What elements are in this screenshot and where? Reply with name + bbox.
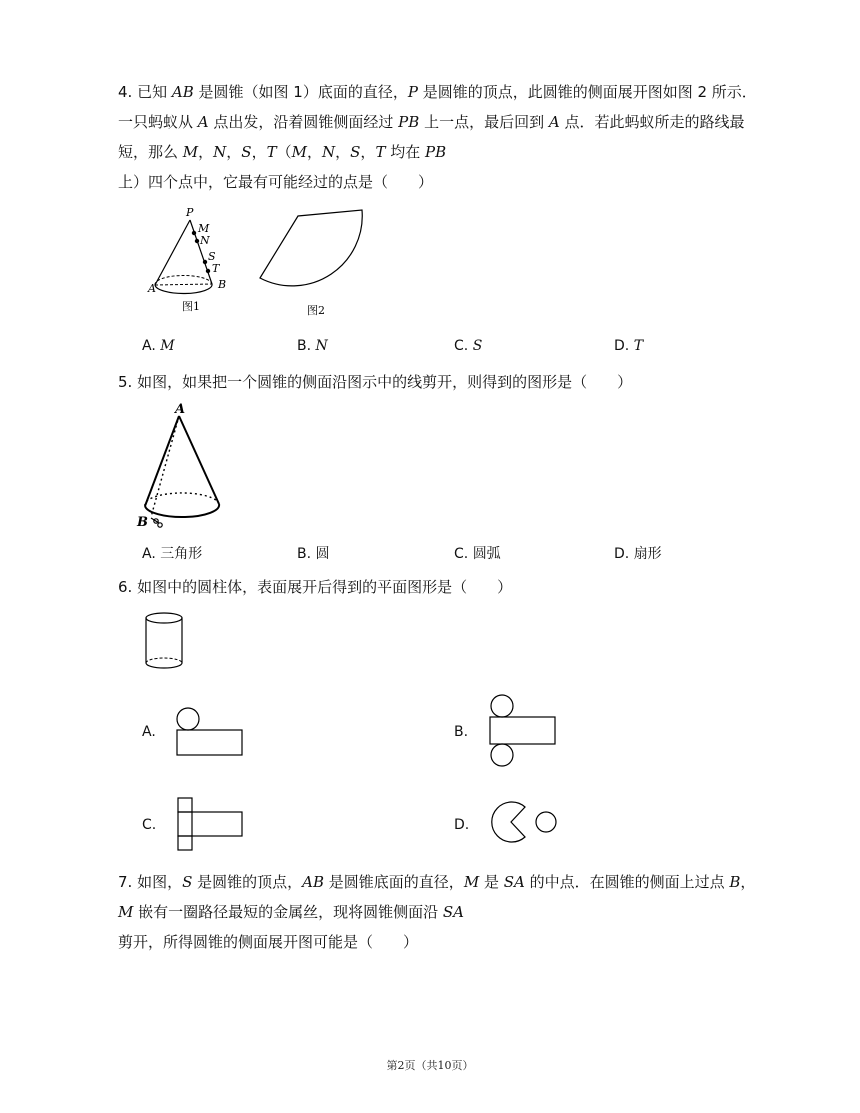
option-c[interactable]: C. S (454, 338, 483, 354)
cylinder-figure (143, 612, 185, 670)
question-5-options (142, 543, 762, 567)
option-b-label[interactable]: B. (454, 724, 469, 740)
figure-2-caption: 图2 (307, 304, 325, 317)
question-number: 5. (118, 373, 133, 391)
scissors-icon (151, 518, 162, 527)
option-a[interactable]: A. M (142, 338, 175, 354)
cone-figure-1 (140, 200, 250, 320)
option-a-net[interactable] (170, 705, 250, 760)
label-B: B (137, 515, 148, 530)
question-number: 7. (118, 873, 133, 891)
option-c-label[interactable]: C. (142, 817, 157, 833)
label-A: A (148, 282, 156, 295)
cone-cut-figure (135, 400, 235, 535)
option-a[interactable]: A. 三角形 (142, 546, 203, 562)
sector-figure-2 (255, 210, 375, 320)
option-b-net[interactable] (485, 692, 565, 772)
option-d-net[interactable] (485, 793, 565, 853)
question-number: 4. (118, 83, 133, 101)
question-text: 如图，S 是圆锥的顶点，AB 是圆锥底面的直径，M 是 SA 的中点．在圆锥的侧面上过点 B，M 嵌有一圈路径最短的金属丝，现将圆锥侧面沿 SA 剪开，所得圆锥的侧面展开图可能是（ ） (118, 873, 756, 951)
question-5 (118, 367, 764, 397)
option-d[interactable]: D. 扇形 (614, 546, 662, 562)
option-c-net[interactable] (170, 795, 250, 855)
question-text: 如图，如果把一个圆锥的侧面沿图示中的线剪开，则得到的图形是（ ） (137, 373, 633, 391)
question-text: 已知 AB 是圆锥（如图 1）底面的直径，P 是圆锥的顶点，此圆锥的侧面展开图如图 2 所示．一只蚂蚁从 A 点出发，沿着圆锥侧面经过 PB 上一点，最后回到 A 点．若此蚂蚁所走的路线最短，那么 M，N，S，T（M，N，S，T 均在 PB 上）四个点中，它最有可能经过的点是（ ） (118, 83, 757, 191)
option-c[interactable]: C. 圆弧 (454, 546, 501, 562)
label-T: T (212, 262, 220, 275)
question-4 (118, 77, 764, 197)
option-d[interactable]: D. T (614, 338, 644, 354)
question-6 (118, 572, 764, 602)
label-A: A (175, 402, 186, 417)
option-d-label[interactable]: D. (454, 817, 470, 833)
question-7 (118, 867, 764, 957)
label-P: P (186, 206, 194, 219)
label-B: B (218, 278, 227, 291)
option-b[interactable]: B. 圆 (297, 546, 330, 562)
label-S: S (208, 250, 216, 263)
label-M: M (198, 222, 210, 235)
option-a-label[interactable]: A. (142, 724, 156, 740)
question-number: 6. (118, 578, 133, 596)
figure-1-caption: 图1 (182, 300, 200, 313)
option-b[interactable]: B. N (297, 338, 328, 354)
page-footer: 第2页（共10页） (386, 1059, 474, 1072)
question-4-options (142, 338, 762, 362)
label-N: N (200, 234, 210, 247)
question-text: 如图中的圆柱体，表面展开后得到的平面图形是（ ） (137, 578, 513, 596)
